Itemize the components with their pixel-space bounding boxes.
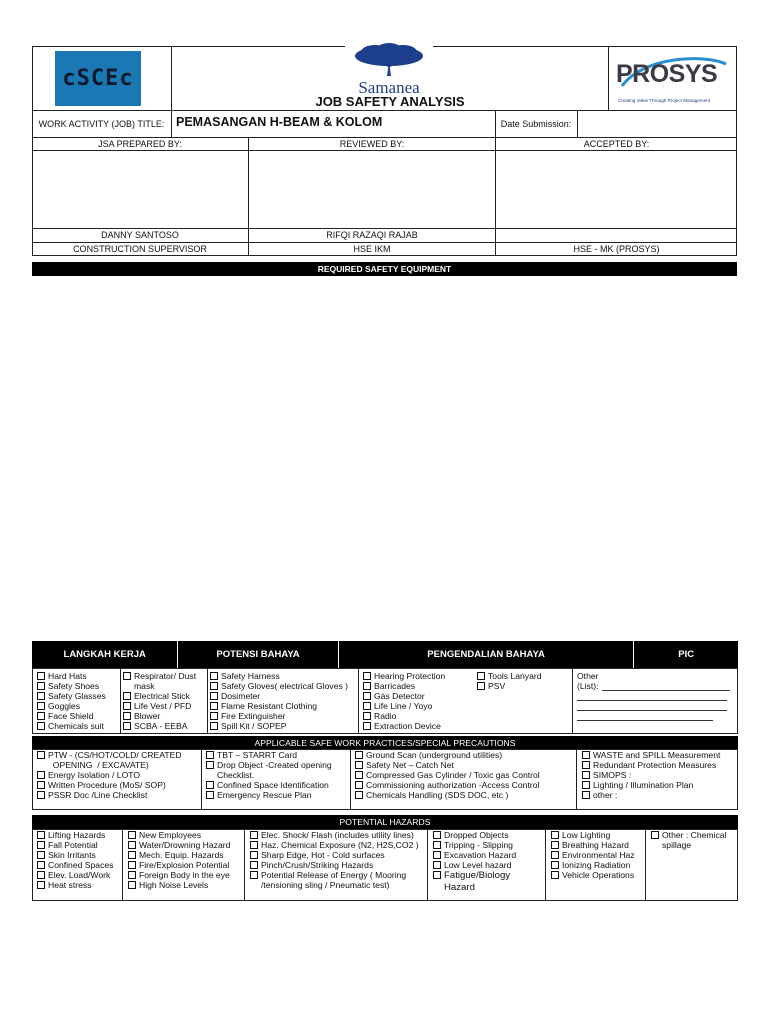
checkbox-label: High Noise Levels	[139, 880, 209, 890]
checkbox-item[interactable]	[433, 850, 516, 860]
other-equipment-line-4[interactable]	[577, 720, 713, 721]
checkbox[interactable]	[551, 871, 559, 879]
checkbox-label: PTW - (CS/HOT/COLD/ CREATED OPENING / EXCAVATE)	[48, 750, 182, 770]
practices-col1	[37, 750, 182, 800]
checkbox[interactable]	[363, 692, 371, 700]
checkbox-item[interactable]	[582, 790, 720, 800]
checkbox-item[interactable]	[477, 671, 542, 681]
checkbox[interactable]	[37, 692, 45, 700]
reviewed-signature-area[interactable]	[250, 151, 494, 227]
checkbox-label: Flame Resistant Clothing	[221, 701, 318, 711]
checkbox[interactable]	[651, 831, 659, 839]
other-equipment-line-2[interactable]	[577, 700, 727, 701]
required-equipment-banner: REQUIRED SAFETY EQUIPMENT	[32, 262, 737, 276]
checkbox-item[interactable]	[37, 711, 106, 721]
checkbox-label: Hearing Protection	[374, 671, 446, 681]
checkbox-item[interactable]	[128, 870, 230, 880]
equipment-col2	[123, 671, 196, 731]
reviewed-role: HSE IKM	[353, 244, 391, 254]
checkbox[interactable]	[37, 851, 45, 859]
checkbox-label: Written Procedure (MoS/ SOP)	[48, 780, 166, 790]
checkbox[interactable]	[210, 702, 218, 710]
checkbox-label: Electrical Stick	[134, 691, 190, 701]
checkbox-label: Radio	[374, 711, 397, 721]
col-pic: PIC	[678, 649, 695, 660]
checkbox[interactable]	[355, 761, 363, 769]
checkbox-item[interactable]	[433, 870, 516, 894]
checkbox-item[interactable]	[582, 780, 720, 790]
col-langkah-kerja: LANGKAH KERJA	[32, 641, 178, 668]
checkbox[interactable]	[128, 871, 136, 879]
tree-icon	[345, 42, 433, 82]
checkbox-label: Skin Irritants	[48, 850, 96, 860]
checkbox-item[interactable]	[363, 701, 445, 711]
checkbox-label: Chemicals suit	[48, 721, 104, 731]
checkbox-label: Redundant Protection Measures	[593, 760, 717, 770]
checkbox-label: Fire/Explosion Potential	[139, 860, 230, 870]
checkbox-item[interactable]	[123, 711, 196, 721]
checkbox-label: Safety Glasses	[48, 691, 106, 701]
checkbox[interactable]	[123, 722, 131, 730]
accepted-name	[496, 228, 737, 242]
task-table-header	[32, 641, 738, 668]
checkbox[interactable]	[363, 682, 371, 690]
checkbox-item[interactable]	[206, 780, 332, 790]
checkbox[interactable]	[206, 751, 214, 759]
prosys-logo	[614, 52, 732, 108]
checkbox[interactable]	[551, 831, 559, 839]
checkbox-label: Life Line / Yoyo	[374, 701, 433, 711]
checkbox-label: Confined Spaces	[48, 860, 114, 870]
checkbox[interactable]	[210, 722, 218, 730]
checkbox[interactable]	[582, 761, 590, 769]
checkbox-item[interactable]	[363, 691, 445, 701]
checkbox-label: Respirator/ Dust mask	[134, 671, 197, 691]
checkbox[interactable]	[206, 791, 214, 799]
equipment-col5	[477, 671, 542, 691]
checkbox[interactable]	[37, 672, 45, 680]
checkbox-item[interactable]	[37, 701, 106, 711]
checkbox[interactable]	[363, 672, 371, 680]
col-pengendalian-bahaya: PENGENDALIAN BAHAYA	[339, 641, 635, 668]
checkbox-label: Potential Release of Energy ( Mooring /tensioning sling / Pneumatic test)	[261, 870, 407, 890]
checkbox-item[interactable]	[551, 850, 635, 860]
checkbox[interactable]	[551, 851, 559, 859]
checkbox-label: TBT – STARRT Card	[217, 750, 298, 760]
section-divider	[207, 668, 208, 734]
checkbox-label: Safety Shoes	[48, 681, 100, 691]
checkbox-item[interactable]	[37, 830, 113, 840]
section-divider	[545, 829, 546, 901]
checkbox-label: Spill Kit / SOPEP	[221, 721, 287, 731]
checkbox-item[interactable]	[37, 780, 182, 790]
checkbox[interactable]	[551, 841, 559, 849]
checkbox-label: Low Level hazard	[444, 860, 512, 870]
checkbox[interactable]	[128, 851, 136, 859]
section-divider	[572, 668, 573, 734]
hazards-col6	[651, 830, 726, 850]
checkbox-label: Low Lighting	[562, 830, 611, 840]
checkbox[interactable]	[250, 841, 258, 849]
checkbox[interactable]	[433, 871, 441, 879]
checkbox-item[interactable]	[210, 681, 348, 691]
checkbox-label: Sharp Edge, Hot - Cold surfaces	[261, 850, 385, 860]
checkbox[interactable]	[210, 692, 218, 700]
checkbox-item[interactable]	[37, 850, 113, 860]
checkbox[interactable]	[37, 722, 45, 730]
checkbox[interactable]	[250, 831, 258, 839]
checkbox[interactable]	[363, 712, 371, 720]
checkbox-label: Safety Harness	[221, 671, 280, 681]
checkbox-label: WASTE and SPILL Measurement	[593, 750, 721, 760]
checkbox-label: other :	[593, 790, 618, 800]
checkbox[interactable]	[477, 682, 485, 690]
checkbox[interactable]	[37, 871, 45, 879]
checkbox[interactable]	[206, 761, 214, 769]
checkbox-item[interactable]	[363, 721, 445, 731]
checkbox-label: Fatigue/Biology Hazard	[444, 870, 511, 893]
date-submission-field[interactable]	[580, 115, 734, 133]
checkbox-item[interactable]	[582, 760, 720, 770]
samanea-logo	[345, 42, 433, 97]
checkbox-label: Safety Gloves( electrical Gloves )	[221, 681, 349, 691]
checkbox-label: Compressed Gas Cylinder / Toxic gas Control	[366, 770, 540, 780]
checkbox-item[interactable]	[123, 701, 196, 711]
checkbox-item[interactable]	[363, 681, 445, 691]
checkbox-item[interactable]	[551, 860, 635, 870]
checkbox[interactable]	[37, 881, 45, 889]
checkbox-label: Elev. Load/Work	[48, 870, 111, 880]
checkbox-label: Tools Lanyard	[488, 671, 542, 681]
row-divider	[171, 110, 172, 138]
checkbox-item[interactable]	[123, 721, 196, 731]
checkbox-item[interactable]	[210, 671, 348, 681]
checkbox-label: Life Vest / PFD	[134, 701, 192, 711]
checkbox-label: Dropped Objects	[444, 830, 509, 840]
checkbox-label: Pinch/Crush/Striking Hazards	[261, 860, 374, 870]
practices-col4	[582, 750, 720, 800]
checkbox-label: Drop Object -Created opening Checklist.	[217, 760, 332, 780]
checkbox-item[interactable]	[128, 830, 230, 840]
other-equipment-line-1[interactable]	[602, 690, 730, 691]
checkbox-item[interactable]	[37, 870, 113, 880]
checkbox-label: Tripping - Slipping	[444, 840, 513, 850]
practices-col2	[206, 750, 332, 800]
checkbox[interactable]	[37, 702, 45, 710]
checkbox[interactable]	[250, 851, 258, 859]
accepted-role: HSE - MK (PROSYS)	[573, 244, 660, 254]
checkbox-label: New Employees	[139, 830, 202, 840]
checkbox-item[interactable]	[250, 840, 419, 850]
accepted-signature-area[interactable]	[497, 151, 736, 227]
checkbox-label: PSSR Doc /Line Checklist	[48, 790, 148, 800]
checkbox-item[interactable]	[433, 860, 516, 870]
checkbox-item[interactable]	[551, 840, 635, 850]
checkbox-label: Emergency Rescue Plan	[217, 790, 312, 800]
checkbox[interactable]	[37, 791, 45, 799]
hazards-col1	[37, 830, 113, 890]
checkbox[interactable]	[433, 831, 441, 839]
checkbox[interactable]	[582, 751, 590, 759]
checkbox-item[interactable]	[250, 860, 419, 870]
checkbox[interactable]	[128, 831, 136, 839]
prepared-name: DANNY SANTOSO	[101, 230, 179, 240]
checkbox[interactable]	[37, 861, 45, 869]
checkbox[interactable]	[128, 881, 136, 889]
checkbox-item[interactable]	[37, 840, 113, 850]
section-divider	[120, 668, 121, 734]
checkbox-label: Environmental Haz	[562, 850, 635, 860]
checkbox-label: Barricades	[374, 681, 416, 691]
samanea-wordmark: Samanea	[358, 78, 420, 97]
other-equipment-line-3[interactable]	[577, 710, 727, 711]
equipment-col3	[210, 671, 348, 731]
checkbox-label: Hard Hats	[48, 671, 87, 681]
checkbox-item[interactable]	[37, 860, 113, 870]
checkbox[interactable]	[37, 751, 45, 759]
checkbox-item[interactable]	[37, 681, 106, 691]
checkbox-item[interactable]	[355, 760, 540, 770]
checkbox-label: Breathing Hazard	[562, 840, 629, 850]
checkbox-item[interactable]	[210, 721, 348, 731]
checkbox-item[interactable]	[355, 790, 540, 800]
checkbox[interactable]	[206, 781, 214, 789]
checkbox[interactable]	[210, 712, 218, 720]
checkbox[interactable]	[128, 861, 136, 869]
checkbox-item[interactable]	[37, 691, 106, 701]
row-divider	[577, 110, 578, 138]
checkbox[interactable]	[355, 751, 363, 759]
checkbox-item[interactable]	[210, 711, 348, 721]
cscec-logo-text: cSCEc	[62, 66, 134, 91]
checkbox-label: Goggles	[48, 701, 81, 711]
col-potensi-bahaya: POTENSI BAHAYA	[178, 641, 338, 668]
checkbox-item[interactable]	[582, 750, 720, 760]
checkbox[interactable]	[123, 692, 131, 700]
checkbox[interactable]	[37, 841, 45, 849]
checkbox[interactable]	[433, 861, 441, 869]
checkbox-item[interactable]	[433, 840, 516, 850]
prepared-role: CONSTRUCTION SUPERVISOR	[73, 244, 207, 254]
checkbox-label: Other : Chemical spillage	[662, 830, 727, 850]
cscec-logo	[55, 51, 141, 106]
checkbox-label: Safety Net – Catch Net	[366, 760, 454, 770]
section-divider	[122, 829, 123, 901]
equipment-col4	[363, 671, 445, 731]
section-divider	[201, 749, 202, 810]
checkbox-item[interactable]	[250, 850, 419, 860]
checkbox-item[interactable]	[477, 681, 542, 691]
checkbox-label: Excavation Hazard	[444, 850, 517, 860]
checkbox[interactable]	[355, 771, 363, 779]
checkbox-item[interactable]	[206, 790, 332, 800]
checkbox-label: Ground Scan (underground utilities)	[366, 750, 503, 760]
checkbox-item[interactable]	[123, 671, 196, 691]
reviewed-by-label: REVIEWED BY:	[339, 138, 405, 149]
checkbox-label: Haz. Chemical Exposure (N2, H2S,CO2 )	[261, 840, 419, 850]
checkbox[interactable]	[123, 672, 131, 680]
checkbox-item[interactable]	[128, 850, 230, 860]
prepared-signature-area[interactable]	[33, 151, 247, 227]
hazards-col4	[433, 830, 516, 894]
section-divider	[350, 749, 351, 810]
checkbox-item[interactable]	[363, 711, 445, 721]
checkbox[interactable]	[123, 702, 131, 710]
checkbox-label: Mech. Equip. Hazards	[139, 850, 224, 860]
date-submission-label: Date Submission:	[500, 119, 572, 129]
checkbox-label: Blower	[134, 711, 161, 721]
page-title: JOB SAFETY ANALYSIS	[315, 93, 465, 109]
checkbox[interactable]	[210, 672, 218, 680]
prosys-tagline: Creating Value Through Project Management	[618, 98, 711, 103]
checkbox-label: SIMOPS :	[593, 770, 632, 780]
checkbox[interactable]	[363, 702, 371, 710]
checkbox-item[interactable]	[355, 750, 540, 760]
checkbox[interactable]	[128, 841, 136, 849]
checkbox-label: Foreign Body in the eye	[139, 870, 230, 880]
hazards-col5	[551, 830, 635, 880]
checkbox-item[interactable]	[250, 830, 419, 840]
checkbox-item[interactable]	[355, 770, 540, 780]
section-divider	[645, 829, 646, 901]
checkbox-item[interactable]	[250, 870, 419, 890]
other-equipment-list-label: (List):	[577, 681, 599, 691]
checkbox-item[interactable]	[128, 840, 230, 850]
checkbox-item[interactable]	[551, 830, 635, 840]
work-activity-value[interactable]: PEMASANGAN H-BEAM & KOLOM	[176, 115, 383, 129]
checkbox-item[interactable]	[37, 750, 182, 770]
checkbox-item[interactable]	[651, 830, 726, 850]
checkbox-item[interactable]	[551, 870, 635, 880]
section-divider	[427, 829, 428, 901]
checkbox-label: Confined Space Identification	[217, 780, 329, 790]
checkbox[interactable]	[37, 712, 45, 720]
checkbox[interactable]	[37, 831, 45, 839]
checkbox-label: SCBA - EEBA	[134, 721, 188, 731]
checkbox-label: Ionizing Radiation	[562, 860, 631, 870]
checkbox[interactable]	[363, 722, 371, 730]
checkbox[interactable]	[123, 712, 131, 720]
checkbox[interactable]	[355, 791, 363, 799]
checkbox-label: Vehicle Operations	[562, 870, 635, 880]
checkbox[interactable]	[551, 861, 559, 869]
section-divider	[244, 829, 245, 901]
checkbox[interactable]	[582, 781, 590, 789]
reviewed-name: RIFQI RAZAQI RAJAB	[326, 230, 418, 240]
checkbox[interactable]	[37, 682, 45, 690]
prepared-by-label: JSA PREPARED BY:	[98, 138, 182, 149]
checkbox-item[interactable]	[128, 880, 230, 890]
checkbox-label: Lighting / Illumination Plan	[593, 780, 694, 790]
hazards-banner: POTENTIAL HAZARDS	[32, 815, 738, 829]
other-equipment-label: Other	[577, 671, 599, 681]
checkbox[interactable]	[37, 771, 45, 779]
checkbox[interactable]	[250, 871, 258, 879]
checkbox-label: Fall Potential	[48, 840, 98, 850]
checkbox-label: Lifting Hazards	[48, 830, 106, 840]
checkbox-item[interactable]	[582, 770, 720, 780]
accepted-by-label: ACCEPTED BY:	[583, 138, 650, 149]
equipment-col1	[37, 671, 106, 731]
checkbox-item[interactable]	[206, 760, 332, 780]
checkbox[interactable]	[582, 771, 590, 779]
checkbox-label: Gàs Detector	[374, 691, 425, 701]
hazards-col2	[128, 830, 230, 890]
checkbox-item[interactable]	[433, 830, 516, 840]
practices-col3	[355, 750, 540, 800]
checkbox[interactable]	[582, 791, 590, 799]
checkbox-label: Face Shield	[48, 711, 94, 721]
practices-banner: APPLICABLE SAFE WORK PRACTICES/SPECIAL PRECAUTIONS	[32, 736, 738, 749]
checkbox-label: PSV	[488, 681, 506, 691]
checkbox-label: Elec. Shock/ Flash (includes utility lines)	[261, 830, 414, 840]
hazards-col3	[250, 830, 419, 890]
checkbox-label: Chemicals Handling (SDS DOC, etc )	[366, 790, 509, 800]
checkbox-item[interactable]	[206, 750, 332, 760]
checkbox-item[interactable]	[210, 701, 348, 711]
checkbox-item[interactable]	[37, 721, 106, 731]
checkbox-item[interactable]	[128, 860, 230, 870]
checkbox-label: Extraction Device	[374, 721, 441, 731]
checkbox[interactable]	[433, 851, 441, 859]
section-divider	[576, 749, 577, 810]
checkbox-item[interactable]	[210, 691, 348, 701]
prosys-wordmark: PROSYS	[616, 60, 718, 88]
checkbox-label: Energy Isolation / LOTO	[48, 770, 141, 780]
checkbox-item[interactable]	[355, 780, 540, 790]
checkbox-label: Fire Extinguisher	[221, 711, 286, 721]
section-divider	[358, 668, 359, 734]
checkbox[interactable]	[477, 672, 485, 680]
checkbox-item[interactable]	[37, 671, 106, 681]
checkbox[interactable]	[37, 781, 45, 789]
checkbox[interactable]	[210, 682, 218, 690]
checkbox-item[interactable]	[37, 770, 182, 780]
checkbox-item[interactable]	[37, 790, 182, 800]
checkbox-item[interactable]	[363, 671, 445, 681]
work-activity-label: WORK ACTIVITY (JOB) TITLE:	[38, 119, 165, 129]
checkbox-item[interactable]	[37, 880, 113, 890]
checkbox-label: Heat stress	[48, 880, 92, 890]
checkbox-label: Water/Drowning Hazard	[139, 840, 231, 850]
checkbox-label: Dosimeter	[221, 691, 261, 701]
checkbox-item[interactable]	[123, 691, 196, 701]
header-divider-right	[608, 46, 609, 111]
checkbox[interactable]	[433, 841, 441, 849]
checkbox-label: Commissioning authorization -Access Control	[366, 780, 540, 790]
checkbox[interactable]	[355, 781, 363, 789]
checkbox[interactable]	[250, 861, 258, 869]
